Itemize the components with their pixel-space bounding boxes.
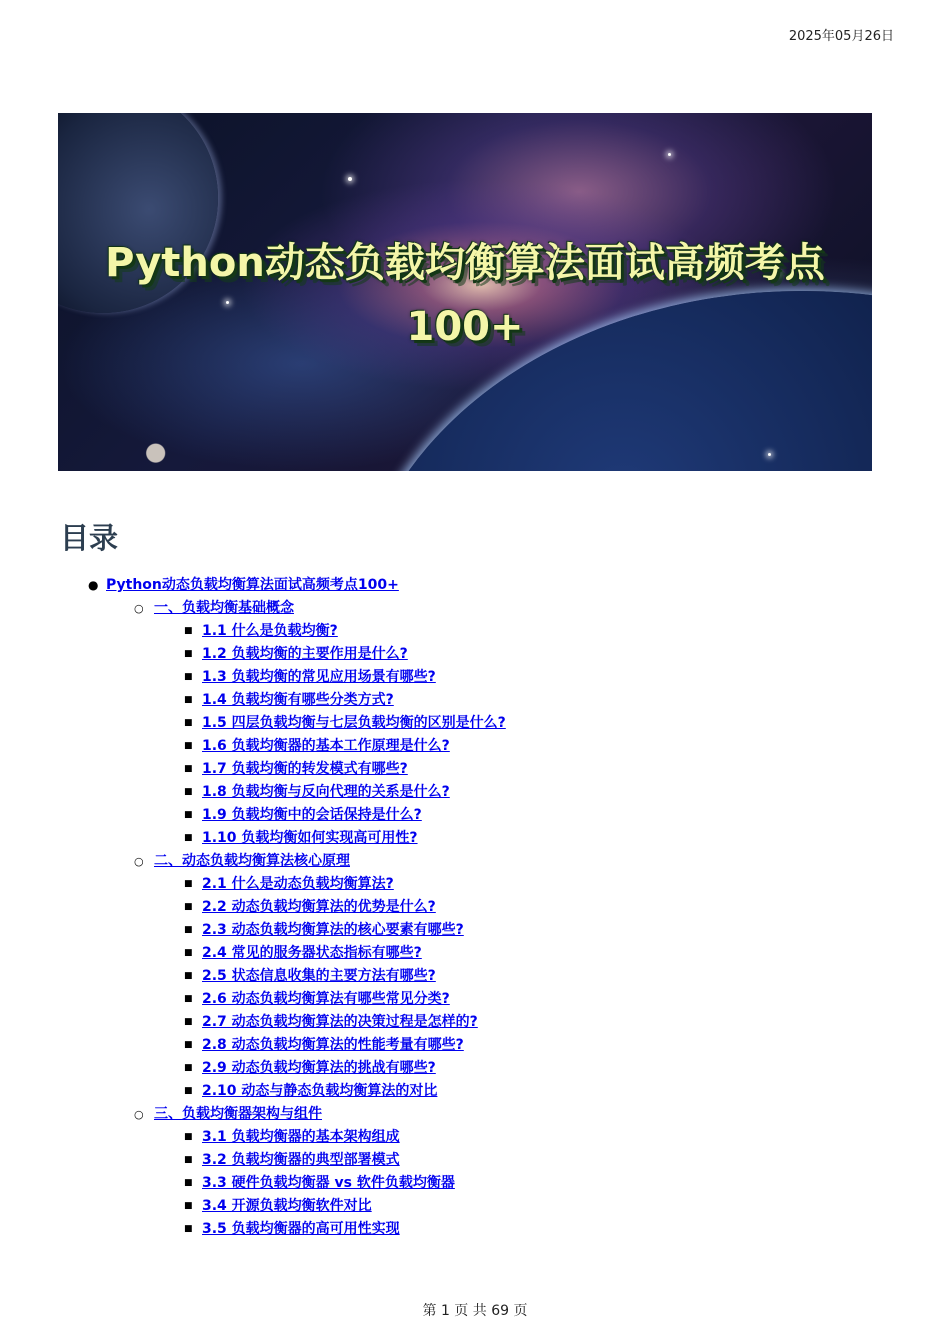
toc-heading: 目录: [60, 521, 119, 555]
toc-subsection-link[interactable]: 1.6 负载均衡器的基本工作原理是什么?: [202, 738, 450, 754]
table-of-contents: [0, 574, 950, 1241]
toc-subsection-link[interactable]: 1.10 负载均衡如何实现高可用性?: [202, 830, 418, 846]
toc-section-link[interactable]: 一、负载均衡基础概念: [154, 600, 294, 616]
toc-subsection-item: [0, 965, 950, 988]
toc-subsection-item: [0, 712, 950, 735]
bullet-disc: ●: [88, 578, 99, 592]
toc-subsection-link[interactable]: 1.2 负载均衡的主要作用是什么?: [202, 646, 408, 662]
bullet-square: ■: [184, 649, 193, 659]
toc-subsection-item: [0, 988, 950, 1011]
bullet-square: ■: [184, 879, 193, 889]
toc-subsection-link[interactable]: 1.7 负载均衡的转发模式有哪些?: [202, 761, 408, 777]
toc-subsection-item: [0, 1126, 950, 1149]
bullet-square: ■: [184, 626, 193, 636]
toc-subsection-link[interactable]: 3.4 开源负载均衡软件对比: [202, 1198, 372, 1214]
toc-root-link[interactable]: Python动态负载均衡算法面试高频考点100+: [106, 577, 399, 593]
bullet-square: ■: [184, 1155, 193, 1165]
toc-subsection-link[interactable]: 2.1 什么是动态负载均衡算法?: [202, 876, 394, 892]
toc-section-item: [0, 1103, 950, 1126]
bullet-square: ■: [184, 672, 193, 682]
bullet-circle: ○: [134, 855, 144, 868]
bullet-square: ■: [184, 925, 193, 935]
toc-subsection-item: [0, 873, 950, 896]
bullet-square: ■: [184, 1017, 193, 1027]
toc-subsection-item: [0, 1172, 950, 1195]
bullet-square: ■: [184, 1086, 193, 1096]
toc-subsection-item: [0, 758, 950, 781]
toc-subsection-item: [0, 1218, 950, 1241]
toc-subsection-link[interactable]: 1.9 负载均衡中的会话保持是什么?: [202, 807, 422, 823]
bullet-square: ■: [184, 1224, 193, 1234]
bullet-square: ■: [184, 695, 193, 705]
cover-banner-image: [58, 113, 872, 471]
bullet-square: ■: [184, 764, 193, 774]
bullet-square: ■: [184, 948, 193, 958]
toc-subsection-link[interactable]: 2.7 动态负载均衡算法的决策过程是怎样的?: [202, 1014, 478, 1030]
bullet-square: ■: [184, 741, 193, 751]
bullet-square: ■: [184, 810, 193, 820]
bullet-square: ■: [184, 971, 193, 981]
toc-subsection-link[interactable]: 1.1 什么是负载均衡?: [202, 623, 338, 639]
toc-subsection-link[interactable]: 2.5 状态信息收集的主要方法有哪些?: [202, 968, 436, 984]
toc-subsection-link[interactable]: 2.8 动态负载均衡算法的性能考量有哪些?: [202, 1037, 464, 1053]
toc-subsection-item: [0, 1057, 950, 1080]
star: [348, 177, 352, 181]
toc-sections: [0, 597, 950, 1241]
toc-subsection-item: [0, 689, 950, 712]
star: [668, 153, 671, 156]
toc-subsection-link[interactable]: 2.2 动态负载均衡算法的优势是什么?: [202, 899, 436, 915]
bullet-circle: ○: [134, 1108, 144, 1121]
toc-subsection-item: [0, 1149, 950, 1172]
bullet-square: ■: [184, 994, 193, 1004]
toc-section-item: [0, 597, 950, 620]
toc-subsection-link[interactable]: 2.4 常见的服务器状态指标有哪些?: [202, 945, 422, 961]
toc-subsection-item: [0, 1011, 950, 1034]
toc-section-link[interactable]: 三、负载均衡器架构与组件: [154, 1106, 322, 1122]
toc-subsection-link[interactable]: 3.1 负载均衡器的基本架构组成: [202, 1129, 400, 1145]
toc-section-item: [0, 850, 950, 873]
toc-subsection-item: [0, 919, 950, 942]
bullet-square: ■: [184, 1178, 193, 1188]
toc-subsection-item: [0, 666, 950, 689]
bullet-square: ■: [184, 1040, 193, 1050]
toc-subsection-link[interactable]: 1.4 负载均衡有哪些分类方式?: [202, 692, 394, 708]
toc-subsection-item: [0, 1034, 950, 1057]
toc-subsection-link[interactable]: 2.3 动态负载均衡算法的核心要素有哪些?: [202, 922, 464, 938]
bullet-square: ■: [184, 718, 193, 728]
bullet-square: ■: [184, 1063, 193, 1073]
toc-subsection-link[interactable]: 2.9 动态负载均衡算法的挑战有哪些?: [202, 1060, 436, 1076]
bullet-circle: ○: [134, 602, 144, 615]
toc-subsection-link[interactable]: 1.8 负载均衡与反向代理的关系是什么?: [202, 784, 450, 800]
bullet-square: ■: [184, 1201, 193, 1211]
toc-subsection-item: [0, 1080, 950, 1103]
page-date: 2025年05月26日: [788, 29, 894, 44]
bullet-square: ■: [184, 787, 193, 797]
toc-subsection-item: [0, 735, 950, 758]
page-number: 第 1 页 共 69 页: [422, 1303, 528, 1319]
toc-subsection-link[interactable]: 1.3 负载均衡的常见应用场景有哪些?: [202, 669, 436, 685]
toc-subsection-item: [0, 643, 950, 666]
toc-subsection-item: [0, 620, 950, 643]
toc-root-item: [0, 574, 950, 597]
bullet-square: ■: [184, 902, 193, 912]
toc-subsection-item: [0, 1195, 950, 1218]
toc-subsection-link[interactable]: 3.2 负载均衡器的典型部署模式: [202, 1152, 400, 1168]
bullet-square: ■: [184, 1132, 193, 1142]
toc-subsection-item: [0, 781, 950, 804]
toc-subsection-link[interactable]: 3.5 负载均衡器的高可用性实现: [202, 1221, 400, 1237]
toc-subsection-item: [0, 804, 950, 827]
toc-subsection-link[interactable]: 2.10 动态与静态负载均衡算法的对比: [202, 1083, 438, 1099]
toc-subsection-link[interactable]: 3.3 硬件负载均衡器 vs 软件负载均衡器: [202, 1175, 455, 1191]
toc-subsection-link[interactable]: 1.5 四层负载均衡与七层负载均衡的区别是什么?: [202, 715, 506, 731]
toc-subsection-item: [0, 827, 950, 850]
toc-subsection-item: [0, 896, 950, 919]
toc-section-link[interactable]: 二、动态负载均衡算法核心原理: [154, 853, 350, 869]
star: [768, 453, 771, 456]
toc-subsection-item: [0, 942, 950, 965]
toc-subsection-link[interactable]: 2.6 动态负载均衡算法有哪些常见分类?: [202, 991, 450, 1007]
banner-title: Python动态负载均衡算法面试高频考点100+: [105, 240, 825, 350]
bullet-square: ■: [184, 833, 193, 843]
